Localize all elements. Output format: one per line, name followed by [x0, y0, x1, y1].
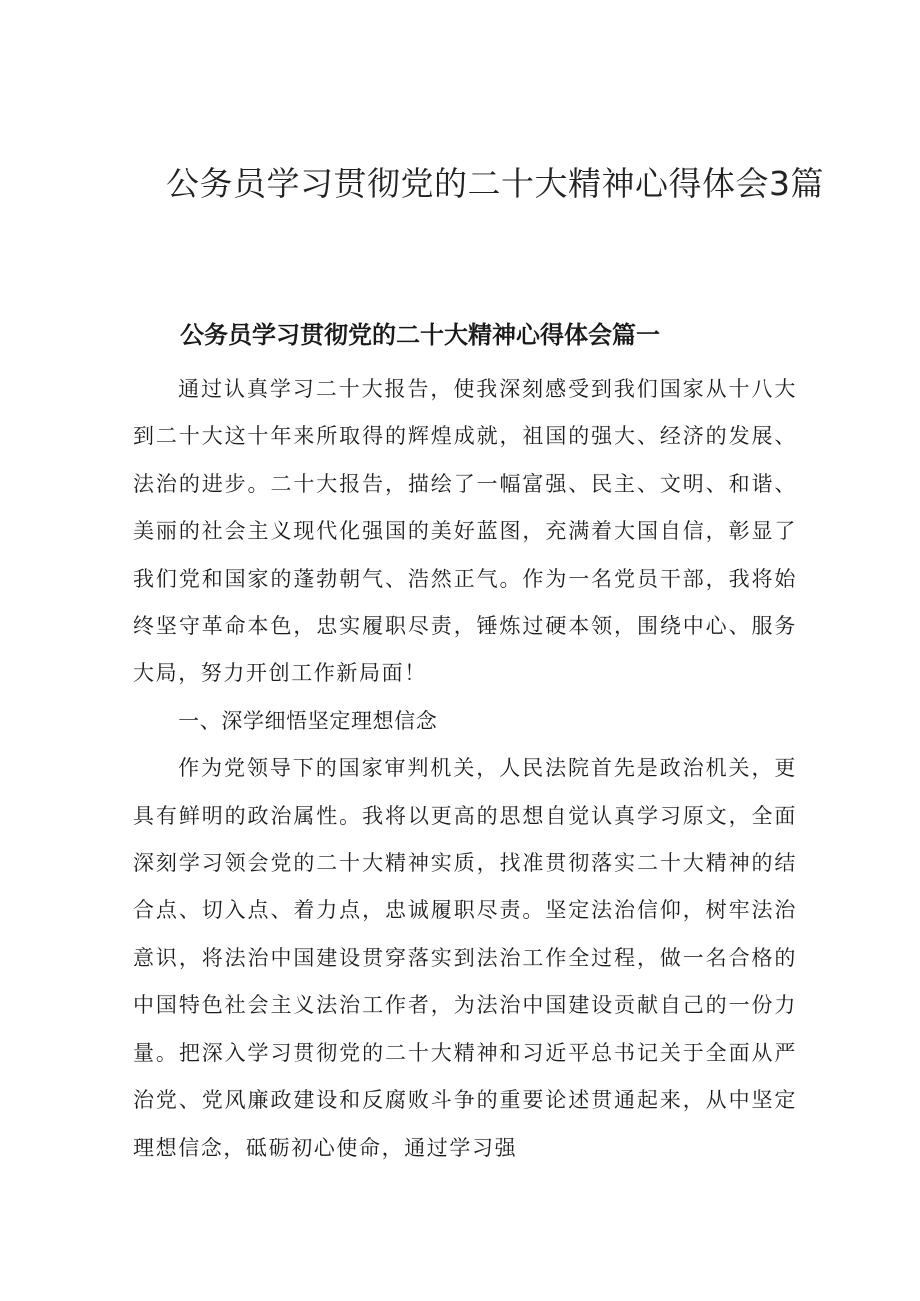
document-title: 公务员学习贯彻党的二十大精神心得体会3篇	[166, 164, 824, 203]
document-body	[133, 366, 797, 1172]
subheading-one: 一、深学细悟坚定理想信念	[178, 708, 438, 733]
paragraph-body: 作为党领导下的国家审判机关，人民法院首先是政治机关，更具有鲜明的政治属性。我将以更高的思想自觉认真学习原文，全面深刻学习领会党的二十大精神实质，找准贯彻落实二十大精神的结合点、切入点、着力点，忠诚履职尽责。坚定法治信仰，树牢法治意识，将法治中国建设贯穿落实到法治工作全过程，做一名合格的中国特色社会主义法治工作者，为法治中国建设贡献自己的一份力量。把深入学习贯彻党的二十大精神和习近平总书记关于全面从严治党、党风廉政建设和反腐败斗争的重要论述贯通起来，从中坚定理想信念，砥砺初心使命，通过学习强	[133, 756, 797, 1160]
paragraph-intro: 通过认真学习二十大报告，使我深刻感受到我们国家从十八大到二十大这十年来所取得的辉煌成就，祖国的强大、经济的发展、法治的进步。二十大报告，描绘了一幅富强、民主、文明、和谐、美丽的社会主义现代化强国的美好蓝图，充满着大国自信，彰显了我们党和国家的蓬勃朝气、浩然正气。作为一名党员干部，我将始终坚守革命本色，忠实履职尽责，锤炼过硬本领，围绕中心、服务大局，努力开创工作新局面！	[133, 377, 797, 686]
section-title: 公务员学习贯彻党的二十大精神心得体会篇一	[180, 321, 660, 349]
